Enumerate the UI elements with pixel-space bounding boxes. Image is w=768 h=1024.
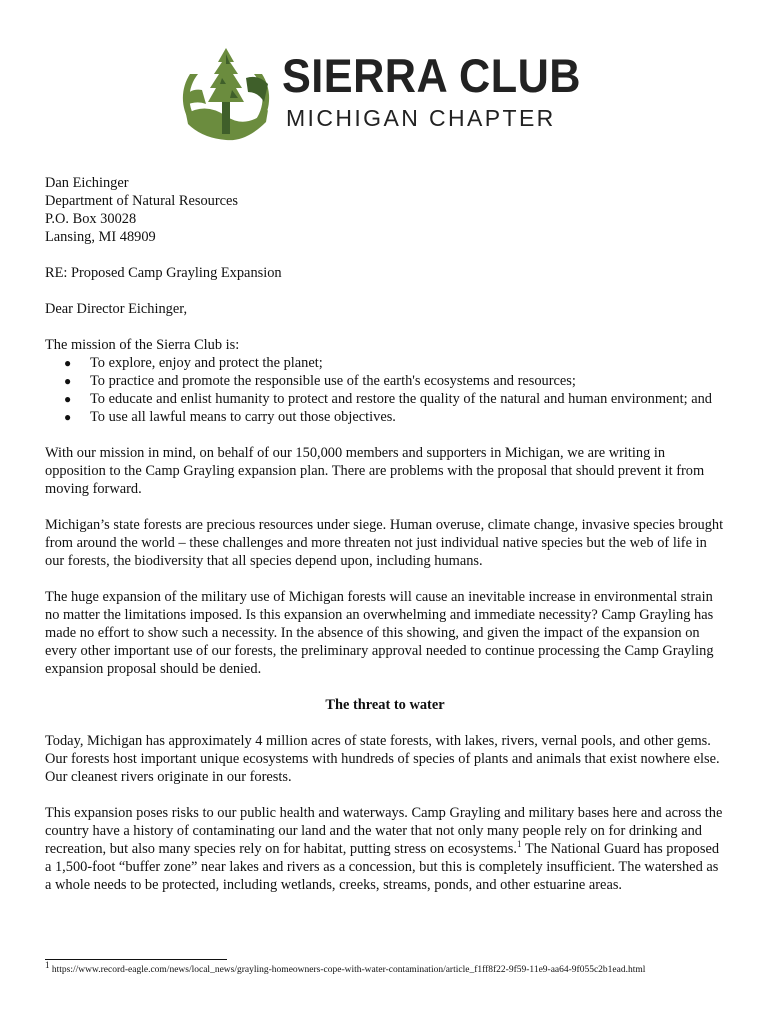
paragraph-expansion: The huge expansion of the military use of Michigan forests will cause an inevitable increase in environmental strain no matter the limitations imposed. Is this expansion an overwhelming and immediate necessity? Camp Grayling has made no effort to show such a necessity. In the absence of this showing, and given the impact of the expansion on every other important use of our forests, the preliminary approval needed to continue processing the Camp Grayling expansion proposal should be denied. (45, 589, 714, 677)
bullet-icon: ● (64, 410, 72, 424)
mission-list (45, 354, 725, 426)
recipient-address (45, 174, 725, 246)
bullet-icon: ● (64, 356, 72, 370)
recipient-city: Lansing, MI 48909 (45, 229, 156, 245)
footnote (45, 959, 745, 976)
bullet-icon: ● (64, 374, 72, 388)
recipient-po-box: P.O. Box 30028 (45, 211, 137, 227)
list-item: ● To practice and promote the responsible use of the earth's ecosystems and resources; (64, 373, 576, 389)
footnote-number: 1 (45, 959, 50, 970)
sierra-club-logo (176, 44, 596, 144)
list-item: ● To explore, enjoy and protect the planet; (64, 355, 323, 371)
recipient-name: Dan Eichinger (45, 175, 129, 191)
sequoia-tree-emblem-icon (176, 44, 276, 144)
logo-subtitle: MICHIGAN CHAPTER (286, 105, 556, 131)
logo-title: SIERRA CLUB (282, 49, 581, 102)
list-item: ● To educate and enlist humanity to protect and restore the quality of the natural and human environment; and (64, 391, 712, 407)
footnote-divider (45, 959, 227, 960)
paragraph-risks: This expansion poses risks to our public health and waterways. Camp Grayling and military bases here and across the country have a history of contaminating our land and the water that not only many people rely on for drinking and recreation, but also many species rely on for habitat, putting stress on ecosystems.$^1$ The National Guard has proposed a 1,500-foot “buffer zone” near lakes and rivers as a concession, but this is completely insufficient. The watershed as a whole needs to be protected, including wetlands, creeks, streams, ponds, and other estuarine areas. (45, 805, 723, 893)
subject-line: RE: Proposed Camp Grayling Expansion (45, 265, 282, 281)
paragraph-mission: With our mission in mind, on behalf of our 150,000 members and supporters in Michigan, we are writing in opposition to the Camp Grayling expansion plan. There are problems with the proposal that should prevent it from moving forward. (45, 445, 705, 497)
paragraph-state-forests: Today, Michigan has approximately 4 million acres of state forests, with lakes, rivers, vernal pools, and other gems. Our forests host important unique ecosystems with hundreds of species of plants and animals that exist nowhere else. Our cleanest rivers originate in our forests. (45, 733, 720, 785)
list-item: ● To use all lawful means to carry out those objectives. (64, 409, 396, 425)
footnote-reference[interactable]: 1 (516, 839, 522, 850)
letter-body (45, 174, 725, 912)
section-heading: The threat to water (325, 697, 445, 713)
recipient-org: Department of Natural Resources (45, 193, 239, 209)
salutation: Dear Director Eichinger, (45, 301, 188, 317)
bullet-icon: ● (64, 392, 72, 406)
paragraph-forests: Michigan’s state forests are precious resources under siege. Human overuse, climate change, invasive species brought from around the world – these challenges and more threaten not just individual native species but the web of life in our forests, the biodiversity that all species depend upon, including humans. (45, 517, 724, 569)
footnote-link[interactable]: https://www.record-eagle.com/news/local_news/grayling-homeowners-cope-with-water-contamination/article_f1ff8f22-9f59-11e9-aa64-9f055c2b1ead.html (49, 965, 646, 975)
mission-intro: The mission of the Sierra Club is: (45, 337, 240, 353)
